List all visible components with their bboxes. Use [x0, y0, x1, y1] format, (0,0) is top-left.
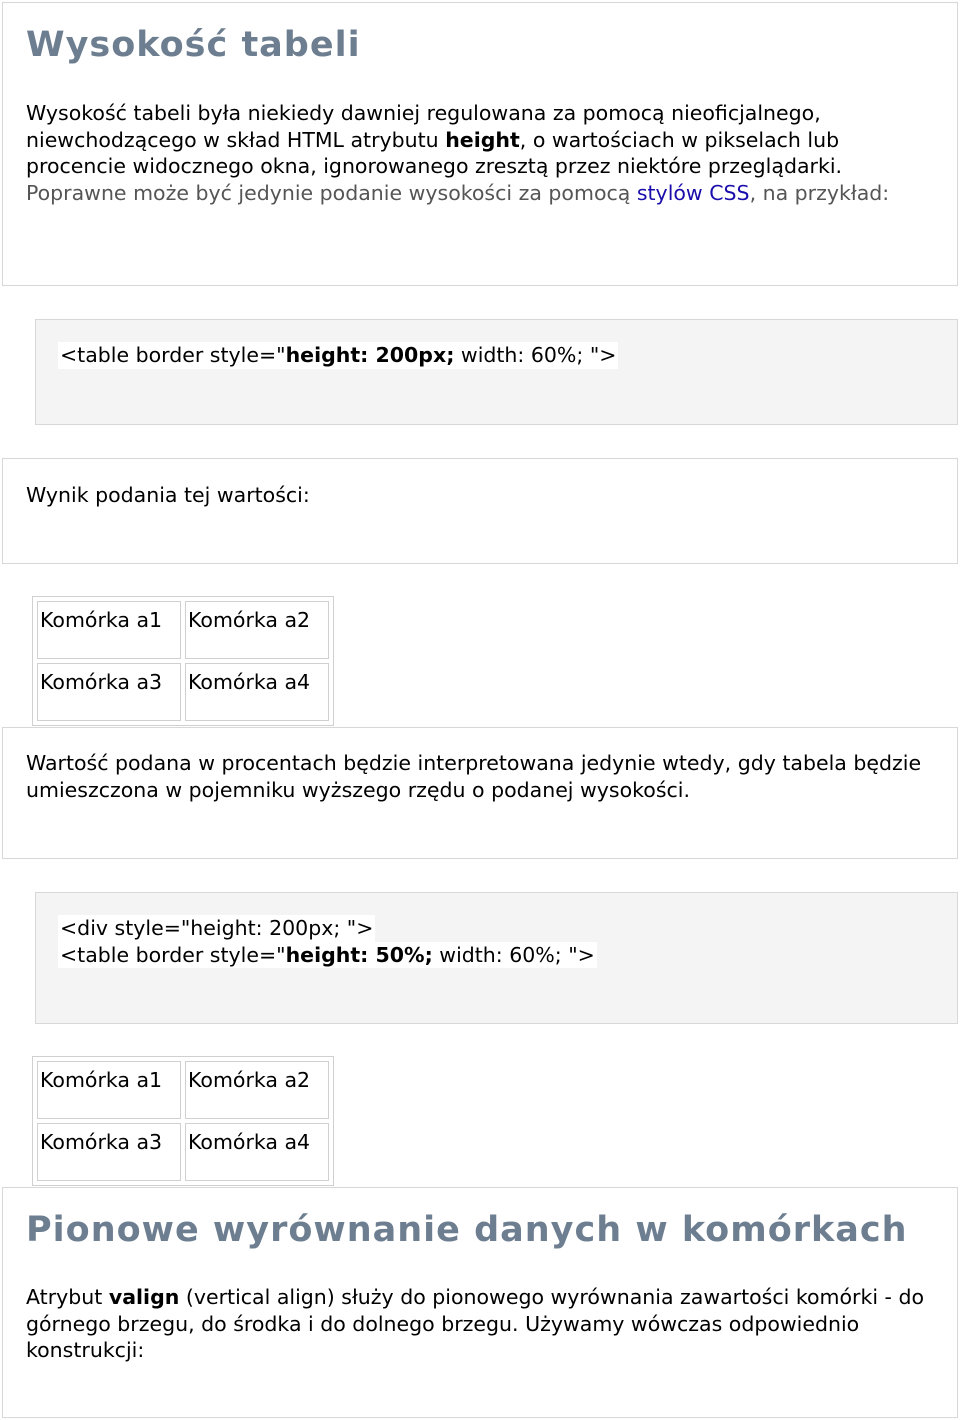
table-cell-a4: Komórka a4 [185, 663, 329, 721]
table-cell-a1: Komórka a1 [37, 1061, 181, 1119]
table-row [37, 663, 329, 721]
table-row [37, 601, 329, 659]
code-post: width: 60%; "> [454, 343, 617, 367]
code-line-div: <div style="height: 200px; "> [60, 916, 374, 940]
valign-text-b: (vertical align) służy do pionowego wyrównania zawartości komórki - do górnego brzegu, do środka i do dolnego brzegu. Używamy wówczas odpowiednio konstrukcji: [26, 1285, 925, 1362]
section-title: Pionowe wyrównanie danych w komórkach [26, 1210, 908, 1250]
valign-attribute: valign [108, 1285, 180, 1309]
code-post: width: 60%; "> [432, 942, 595, 967]
intro-text-b: , o wartościach w pikselach lub procencie widocznego okna, ignorowanego zresztą przez niektóre przeglądarki. [26, 127, 843, 178]
result-label-box [2, 458, 958, 564]
intro-text-c: Poprawne może być jedynie podanie wysokości za pomocą [26, 180, 637, 205]
code-line [58, 342, 618, 369]
table-cell-a3: Komórka a3 [37, 1123, 181, 1181]
code-line-table [58, 942, 597, 969]
height-attribute: height [445, 127, 520, 152]
section-title: Wysokość tabeli [26, 25, 361, 65]
valign-text-a: Atrybut [26, 1285, 109, 1309]
code-bold-height: height: 200px; [285, 343, 455, 367]
code-pre: <table border style=" [60, 942, 286, 967]
section-pionowe-wyrownanie [2, 1187, 958, 1418]
section-wysokosc-tabeli [2, 2, 958, 286]
code-example-2 [35, 892, 958, 1024]
percent-note: Wartość podana w procentach będzie interpretowana jedynie wtedy, gdy tabela będzie umieszczona w pojemniku wyższego rzędu o podanej wysokości. [26, 751, 922, 802]
code-example-1 [35, 319, 958, 425]
table-cell-a2: Komórka a2 [185, 601, 329, 659]
table-row [37, 1061, 329, 1119]
table-row [37, 1123, 329, 1181]
code-bold-height: height: 50%; [285, 942, 433, 967]
intro-text-d: , na przykład: [749, 180, 890, 205]
code-pre: <table border style=" [60, 343, 286, 367]
intro-text-a: Wysokość tabeli była niekiedy dawniej regulowana za pomocą nieoficjalnego, niewchodzącego w skład HTML atrybutu [26, 101, 821, 152]
table-cell-a4: Komórka a4 [185, 1123, 329, 1181]
demo-area-1 [2, 727, 958, 859]
table-cell-a3: Komórka a3 [37, 663, 181, 721]
table-cell-a1: Komórka a1 [37, 601, 181, 659]
css-styles-link[interactable]: stylów CSS [636, 180, 750, 205]
table-cell-a2: Komórka a2 [185, 1061, 329, 1119]
valign-paragraph [26, 1284, 931, 1364]
result-label: Wynik podania tej wartości: [26, 483, 310, 507]
intro-paragraph [26, 100, 931, 206]
demo-table-1 [32, 596, 334, 726]
demo-table-2 [32, 1056, 334, 1186]
